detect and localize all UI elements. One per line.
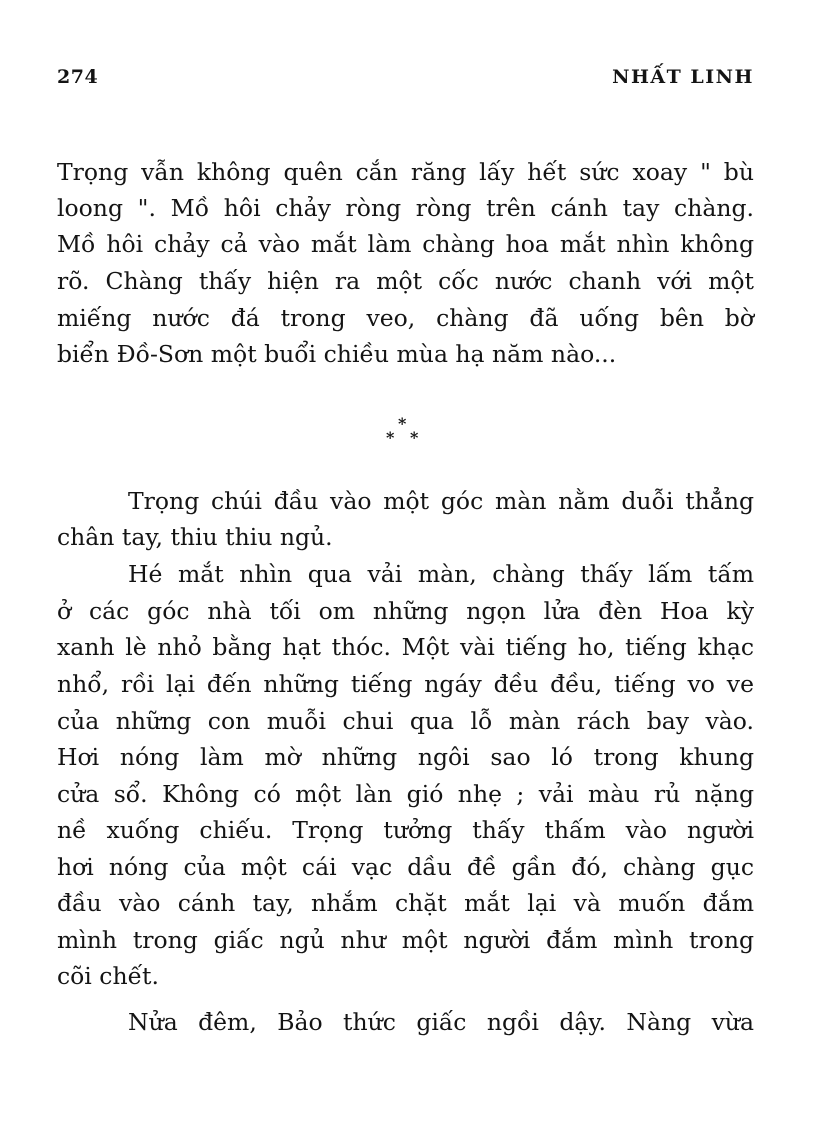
page-number: 274 <box>57 66 99 88</box>
text-line: rõ. Chàng thấy hiện ra một cốc nước chanh với một <box>57 267 754 295</box>
text-line: đầu vào cánh tay, nhắm chặt mắt lại và muốn đắm <box>57 889 754 917</box>
text-line: Nửa đêm, Bảo thức giấc ngồi dậy. Nàng vừa <box>128 1008 754 1036</box>
text-line: cửa sổ. Không có một làn gió nhẹ ; vải màu rủ nặng <box>57 780 754 808</box>
running-title: NHẤT LINH <box>612 66 754 88</box>
text-line: Hé mắt nhìn qua vải màn, chàng thấy lấm tấm <box>128 560 754 588</box>
text-line: Trọng chúi đầu vào một góc màn nằm duỗi thẳng <box>128 487 754 515</box>
page-header <box>57 66 754 96</box>
asterisk-icon: * <box>410 428 419 447</box>
text-line: xanh lè nhỏ bằng hạt thóc. Một vài tiếng ho, tiếng khạc <box>57 633 754 661</box>
text-line: miếng nước đá trong veo, chàng đã uống bên bờ <box>57 304 754 332</box>
text-line: Mồ hôi chảy cả vào mắt làm chàng hoa mắt nhìn không <box>57 230 754 258</box>
text-line: hơi nóng của một cái vạc dầu đề gần đó, chàng gục <box>57 853 754 881</box>
text-line: của những con muỗi chui qua lỗ màn rách bay vào. <box>57 707 754 735</box>
text-line: biển Đồ-Sơn một buổi chiều mùa hạ năm nào... <box>57 340 617 368</box>
asterisk-icon: * <box>398 414 407 433</box>
text-line: Hơi nóng làm mờ những ngôi sao ló trong khung <box>57 743 754 771</box>
text-line: ở các góc nhà tối om những ngọn lửa đèn Hoa kỳ <box>57 597 754 625</box>
section-separator <box>376 412 436 452</box>
text-line: cõi chết. <box>57 962 159 990</box>
text-line: chân tay, thiu thiu ngủ. <box>57 523 333 551</box>
text-line: Trọng vẫn không quên cắn răng lấy hết sức xoay " bù <box>57 158 754 186</box>
text-line: nề xuống chiếu. Trọng tưởng thấy thấm vào người <box>57 816 754 844</box>
text-line: loong ". Mồ hôi chảy ròng ròng trên cánh tay chàng. <box>57 194 754 222</box>
text-line: nhổ, rồi lại đến những tiếng ngáy đều đều, tiếng vo ve <box>57 670 754 698</box>
text-line: mình trong giấc ngủ như một người đắm mình trong <box>57 926 754 954</box>
asterisk-icon: * <box>386 428 395 447</box>
